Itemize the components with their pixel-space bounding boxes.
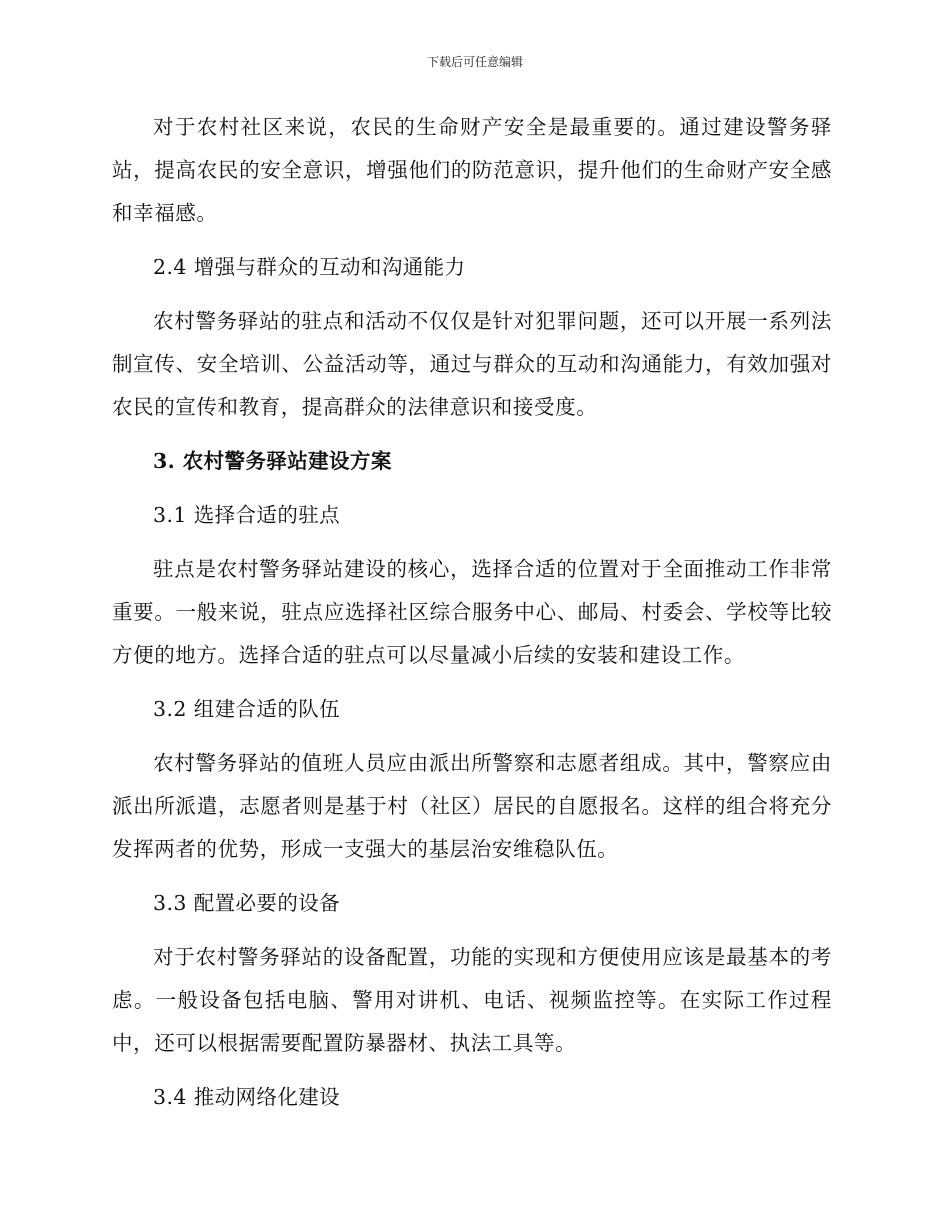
section-heading-3-4: 3.4 推动网络化建设 — [153, 1085, 341, 1109]
page-header: 下载后可任意编辑 — [426, 55, 523, 69]
paragraph-safety-awareness: 对于农村社区来说，农民的生命财产安全是最重要的。通过建设警务驿站，提高农民的安全意识，增强他们的防范意识，提升他们的生命财产安全感和幸福感。 — [112, 115, 832, 225]
paragraph-station-location: 驻点是农村警务驿站建设的核心，选择合适的位置对于全面推动工作非常重要。一般来说，驻点应选择社区综合服务中心、邮局、村委会、学校等比较方便的地方。选择合适的驻点可以尽量减小后续的安装和建设工作。 — [112, 557, 832, 667]
paragraph-equipment: 对于农村警务驿站的设备配置，功能的实现和方便使用应该是最基本的考虑。一般设备包括电脑、警用对讲机、电话、视频监控等。在实际工作过程中，还可以根据需要配置防暴器材、执法工具等。 — [112, 945, 832, 1055]
document-body — [112, 106, 832, 1130]
paragraph-team-building: 农村警务驿站的值班人员应由派出所警察和志愿者组成。其中，警察应由派出所派遣，志愿者则是基于村（社区）居民的自愿报名。这样的组合将充分发挥两者的优势，形成一支强大的基层治安维稳队伍。 — [112, 751, 832, 861]
section-heading-3-3: 3.3 配置必要的设备 — [153, 891, 341, 915]
section-heading-3-2: 3.2 组建合适的队伍 — [153, 697, 341, 721]
chapter-heading-3: 3. 农村警务驿站建设方案 — [153, 449, 392, 473]
section-heading-3-1: 3.1 选择合适的驻点 — [153, 503, 341, 527]
paragraph-interaction: 农村警务驿站的驻点和活动不仅仅是针对犯罪问题，还可以开展一系列法制宣传、安全培训、公益活动等，通过与群众的互动和沟通能力，有效加强对农民的宣传和教育，提高群众的法律意识和接受度。 — [112, 309, 832, 419]
section-heading-2-4: 2.4 增强与群众的互动和沟通能力 — [153, 255, 466, 279]
